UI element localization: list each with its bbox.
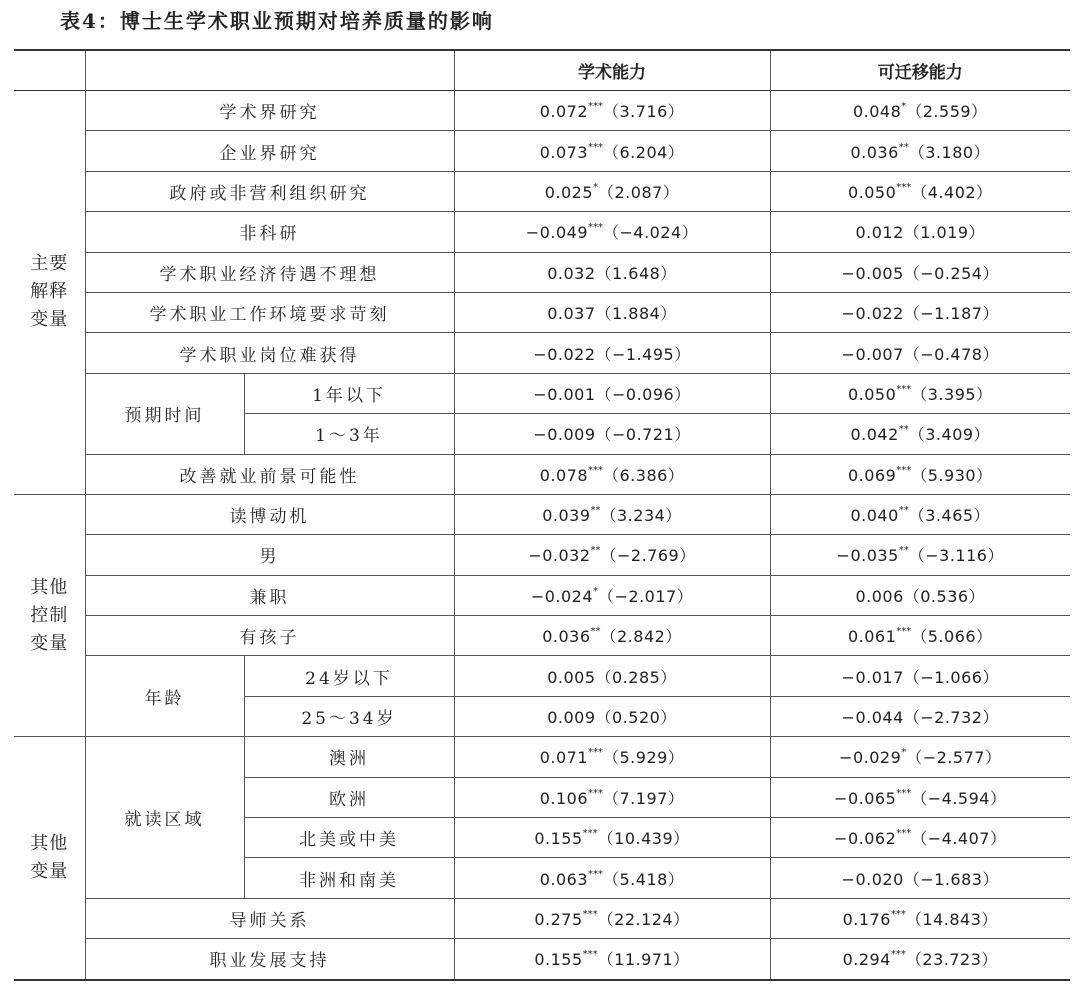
header-academic-ability: 学术能力 bbox=[454, 50, 770, 91]
row-label: 改善就业前景可能性 bbox=[85, 454, 454, 494]
row-label: 1～3年 bbox=[244, 414, 454, 454]
row-label: 兼职 bbox=[85, 575, 454, 615]
coef: 0.040 bbox=[850, 506, 899, 526]
academic-cell bbox=[454, 616, 770, 656]
group-control-label: 其他 控制 变量 bbox=[30, 576, 69, 654]
sig-stars: *** bbox=[588, 868, 603, 880]
row-label: 学术界研究 bbox=[85, 91, 454, 131]
coef: 0.005 bbox=[547, 667, 596, 687]
academic-cell bbox=[454, 777, 770, 817]
coef: 0.012 bbox=[855, 223, 904, 243]
academic-cell bbox=[454, 696, 770, 736]
transferable-cell bbox=[770, 616, 1070, 656]
table-row bbox=[14, 737, 1070, 777]
t-stat: （5.418） bbox=[603, 869, 685, 889]
sig-stars: *** bbox=[896, 181, 912, 193]
t-stat: （1.648） bbox=[595, 263, 677, 283]
t-stat: （−1.495） bbox=[595, 344, 691, 364]
table-row bbox=[14, 373, 1070, 413]
coef: −0.017 bbox=[841, 667, 904, 687]
transferable-cell bbox=[770, 494, 1070, 534]
group-main-label: 主要 解释 变量 bbox=[30, 253, 69, 331]
sig-stars: *** bbox=[582, 909, 598, 920]
sig-stars: ** bbox=[590, 505, 601, 517]
t-stat: （−0.096） bbox=[595, 384, 691, 404]
table-row bbox=[14, 535, 1070, 575]
transferable-cell bbox=[770, 777, 1070, 817]
coef: −0.044 bbox=[841, 708, 904, 728]
t-stat: （14.843） bbox=[905, 910, 998, 929]
row-label: 学术职业工作环境要求苛刻 bbox=[85, 292, 454, 332]
t-stat: （6.386） bbox=[603, 465, 685, 485]
t-stat: （−4.594） bbox=[911, 788, 1007, 808]
t-stat: （2.842） bbox=[600, 627, 682, 647]
sig-stars: ** bbox=[590, 545, 601, 557]
coef: 0.048 bbox=[852, 102, 902, 122]
coef: 0.039 bbox=[542, 506, 591, 526]
row-label: 导师关系 bbox=[85, 898, 454, 938]
table-row bbox=[14, 454, 1070, 494]
academic-cell bbox=[454, 252, 770, 292]
table-row bbox=[14, 575, 1070, 615]
coef: 0.037 bbox=[547, 304, 596, 324]
sig-stars: ** bbox=[590, 626, 601, 638]
coef: −0.032 bbox=[528, 546, 591, 566]
academic-cell bbox=[454, 898, 770, 938]
t-stat: （−2.732） bbox=[903, 708, 999, 728]
coef: 0.078 bbox=[539, 465, 588, 485]
coef: 0.176 bbox=[842, 910, 891, 929]
row-label: 北美或中美 bbox=[244, 818, 454, 858]
sig-stars: *** bbox=[588, 101, 603, 113]
t-stat: （−0.478） bbox=[903, 344, 999, 364]
academic-cell bbox=[454, 171, 770, 211]
transferable-cell bbox=[770, 575, 1070, 615]
transferable-cell bbox=[770, 373, 1070, 413]
sig-stars: *** bbox=[890, 909, 906, 920]
coef: 0.009 bbox=[547, 708, 596, 728]
sig-stars: *** bbox=[896, 828, 912, 840]
transferable-cell bbox=[770, 858, 1070, 898]
subgroup-region: 就读区域 bbox=[85, 737, 244, 899]
table-row bbox=[14, 212, 1070, 252]
coef: −0.024 bbox=[530, 586, 593, 606]
coef: −0.065 bbox=[834, 788, 897, 808]
t-stat: （−4.407） bbox=[911, 829, 1007, 849]
transferable-cell bbox=[770, 696, 1070, 736]
results-table bbox=[14, 49, 1070, 981]
table-row bbox=[14, 292, 1070, 332]
row-label: 有孩子 bbox=[85, 616, 454, 656]
academic-cell bbox=[454, 737, 770, 777]
transferable-cell bbox=[770, 939, 1070, 980]
coef: 0.050 bbox=[847, 384, 897, 404]
table-row bbox=[14, 616, 1070, 656]
academic-cell bbox=[454, 212, 770, 252]
coef: −0.022 bbox=[841, 304, 904, 324]
t-stat: （11.971） bbox=[597, 950, 690, 970]
t-stat: （−2.017） bbox=[598, 586, 694, 606]
table-row bbox=[14, 252, 1070, 292]
table-row bbox=[14, 171, 1070, 211]
table-row bbox=[14, 939, 1070, 980]
coef: −0.035 bbox=[836, 546, 899, 566]
coef: −0.029 bbox=[839, 748, 902, 768]
t-stat: （3.465） bbox=[908, 506, 991, 526]
row-label: 24岁以下 bbox=[244, 656, 454, 696]
academic-cell bbox=[454, 91, 770, 131]
coef: 0.294 bbox=[842, 950, 891, 970]
t-stat: （10.439） bbox=[597, 829, 690, 849]
coef: 0.072 bbox=[539, 102, 588, 122]
academic-cell bbox=[454, 292, 770, 332]
academic-cell bbox=[454, 454, 770, 494]
header-row bbox=[14, 50, 1070, 91]
coef: 0.025 bbox=[544, 182, 593, 202]
t-stat: （1.019） bbox=[903, 223, 986, 243]
sig-stars: ** bbox=[898, 505, 909, 517]
sig-stars: *** bbox=[896, 383, 912, 395]
table-row bbox=[14, 898, 1070, 938]
t-stat: （3.409） bbox=[908, 425, 991, 445]
t-stat: （−1.187） bbox=[903, 304, 999, 324]
coef: −0.007 bbox=[841, 344, 904, 364]
row-label: 非科研 bbox=[85, 212, 454, 252]
table-row bbox=[14, 131, 1070, 171]
t-stat: （2.559） bbox=[906, 102, 988, 122]
transferable-cell bbox=[770, 91, 1070, 131]
sig-stars: * bbox=[593, 585, 598, 597]
coef: 0.036 bbox=[850, 142, 899, 162]
coef: 0.042 bbox=[850, 425, 899, 445]
academic-cell bbox=[454, 818, 770, 858]
t-stat: （3.180） bbox=[908, 142, 991, 162]
academic-cell bbox=[454, 494, 770, 534]
academic-cell bbox=[454, 131, 770, 171]
table-row bbox=[14, 494, 1070, 534]
t-stat: （−0.254） bbox=[903, 263, 999, 283]
coef: 0.032 bbox=[547, 263, 596, 283]
coef: 0.036 bbox=[542, 627, 591, 647]
sig-stars: *** bbox=[896, 626, 912, 638]
coef: −0.005 bbox=[841, 263, 904, 283]
header-empty-variable bbox=[85, 50, 454, 91]
t-stat: （−2.769） bbox=[600, 546, 696, 566]
t-stat: （2.087） bbox=[598, 182, 680, 202]
t-stat: （23.723） bbox=[905, 950, 998, 970]
header-empty-group bbox=[14, 50, 85, 91]
transferable-cell bbox=[770, 898, 1070, 938]
t-stat: （3.234） bbox=[600, 506, 682, 526]
row-label: 欧洲 bbox=[244, 777, 454, 817]
coef: −0.009 bbox=[533, 425, 596, 445]
coef: −0.062 bbox=[834, 829, 897, 849]
coef: −0.020 bbox=[841, 869, 904, 889]
row-label: 政府或非营利组织研究 bbox=[85, 171, 454, 211]
t-stat: （22.124） bbox=[597, 910, 690, 929]
academic-cell bbox=[454, 939, 770, 980]
sig-stars: *** bbox=[588, 787, 603, 799]
transferable-cell bbox=[770, 737, 1070, 777]
coef: 0.275 bbox=[534, 910, 583, 929]
t-stat: （−1.683） bbox=[903, 869, 999, 889]
t-stat: （0.520） bbox=[595, 708, 677, 728]
sig-stars: *** bbox=[896, 464, 912, 476]
transferable-cell bbox=[770, 292, 1070, 332]
row-label: 1年以下 bbox=[244, 373, 454, 413]
table-row bbox=[14, 656, 1070, 696]
sig-stars: *** bbox=[582, 828, 598, 840]
coef: 0.006 bbox=[855, 586, 904, 606]
group-other-label: 其他 变量 bbox=[30, 832, 69, 882]
group-control bbox=[14, 494, 85, 736]
t-stat: （7.197） bbox=[603, 788, 685, 808]
t-stat: （5.066） bbox=[911, 627, 993, 647]
row-label: 学术职业经济待遇不理想 bbox=[85, 252, 454, 292]
t-stat: （−0.721） bbox=[595, 425, 691, 445]
transferable-cell bbox=[770, 333, 1070, 373]
academic-cell bbox=[454, 535, 770, 575]
sig-stars: *** bbox=[582, 949, 598, 961]
row-label: 男 bbox=[85, 535, 454, 575]
t-stat: （−1.066） bbox=[903, 667, 999, 687]
academic-cell bbox=[454, 575, 770, 615]
sig-stars: ** bbox=[898, 545, 909, 557]
row-label: 读博动机 bbox=[85, 494, 454, 534]
table-title: 表4：博士生学术职业预期对培养质量的影响 bbox=[60, 9, 494, 33]
sig-stars: *** bbox=[588, 222, 603, 234]
t-stat: （6.204） bbox=[603, 142, 685, 162]
t-stat: （0.285） bbox=[595, 667, 677, 687]
row-label: 澳洲 bbox=[244, 737, 454, 777]
row-label: 非洲和南美 bbox=[244, 858, 454, 898]
t-stat: （5.930） bbox=[911, 465, 993, 485]
academic-cell bbox=[454, 373, 770, 413]
coef: −0.001 bbox=[533, 384, 596, 404]
sig-stars: * bbox=[901, 101, 907, 113]
table-row bbox=[14, 91, 1070, 131]
academic-cell bbox=[454, 858, 770, 898]
sig-stars: * bbox=[901, 747, 907, 759]
coef: 0.071 bbox=[539, 748, 588, 768]
subgroup-age: 年龄 bbox=[85, 656, 244, 737]
t-stat: （3.395） bbox=[911, 384, 993, 404]
sig-stars: *** bbox=[896, 787, 912, 799]
sig-stars: ** bbox=[898, 424, 909, 436]
row-label: 职业发展支持 bbox=[85, 939, 454, 980]
academic-cell bbox=[454, 414, 770, 454]
header-transferable-ability: 可迁移能力 bbox=[770, 50, 1070, 91]
table-row bbox=[14, 333, 1070, 373]
group-other bbox=[14, 737, 85, 980]
coef: 0.155 bbox=[534, 950, 583, 970]
transferable-cell bbox=[770, 414, 1070, 454]
sig-stars: *** bbox=[588, 464, 603, 476]
sig-stars: *** bbox=[890, 949, 906, 961]
transferable-cell bbox=[770, 131, 1070, 171]
t-stat: （−3.116） bbox=[908, 546, 1004, 566]
coef: −0.022 bbox=[533, 344, 596, 364]
transferable-cell bbox=[770, 212, 1070, 252]
academic-cell bbox=[454, 656, 770, 696]
sig-stars: ** bbox=[898, 141, 909, 153]
t-stat: （3.716） bbox=[603, 102, 685, 122]
coef: 0.073 bbox=[539, 142, 588, 162]
coef: 0.061 bbox=[847, 627, 897, 647]
row-label: 企业界研究 bbox=[85, 131, 454, 171]
transferable-cell bbox=[770, 171, 1070, 211]
transferable-cell bbox=[770, 818, 1070, 858]
row-label: 学术职业岗位难获得 bbox=[85, 333, 454, 373]
group-main bbox=[14, 91, 85, 495]
coef: 0.106 bbox=[539, 788, 588, 808]
t-stat: （5.929） bbox=[603, 748, 685, 768]
sig-stars: * bbox=[593, 181, 598, 193]
transferable-cell bbox=[770, 454, 1070, 494]
subgroup-expect-time: 预期时间 bbox=[85, 373, 244, 454]
t-stat: （4.402） bbox=[911, 182, 993, 202]
sig-stars: *** bbox=[588, 747, 603, 759]
transferable-cell bbox=[770, 535, 1070, 575]
t-stat: （0.536） bbox=[903, 586, 986, 606]
t-stat: （−4.024） bbox=[603, 223, 699, 243]
t-stat: （1.884） bbox=[595, 304, 677, 324]
transferable-cell bbox=[770, 656, 1070, 696]
sig-stars: *** bbox=[588, 141, 603, 153]
coef: 0.050 bbox=[847, 182, 897, 202]
academic-cell bbox=[454, 333, 770, 373]
coef: 0.063 bbox=[539, 869, 588, 889]
coef: 0.069 bbox=[847, 465, 897, 485]
t-stat: （−2.577） bbox=[906, 748, 1002, 768]
coef: −0.049 bbox=[525, 223, 588, 243]
transferable-cell bbox=[770, 252, 1070, 292]
coef: 0.155 bbox=[534, 829, 583, 849]
row-label: 25～34岁 bbox=[244, 696, 454, 736]
